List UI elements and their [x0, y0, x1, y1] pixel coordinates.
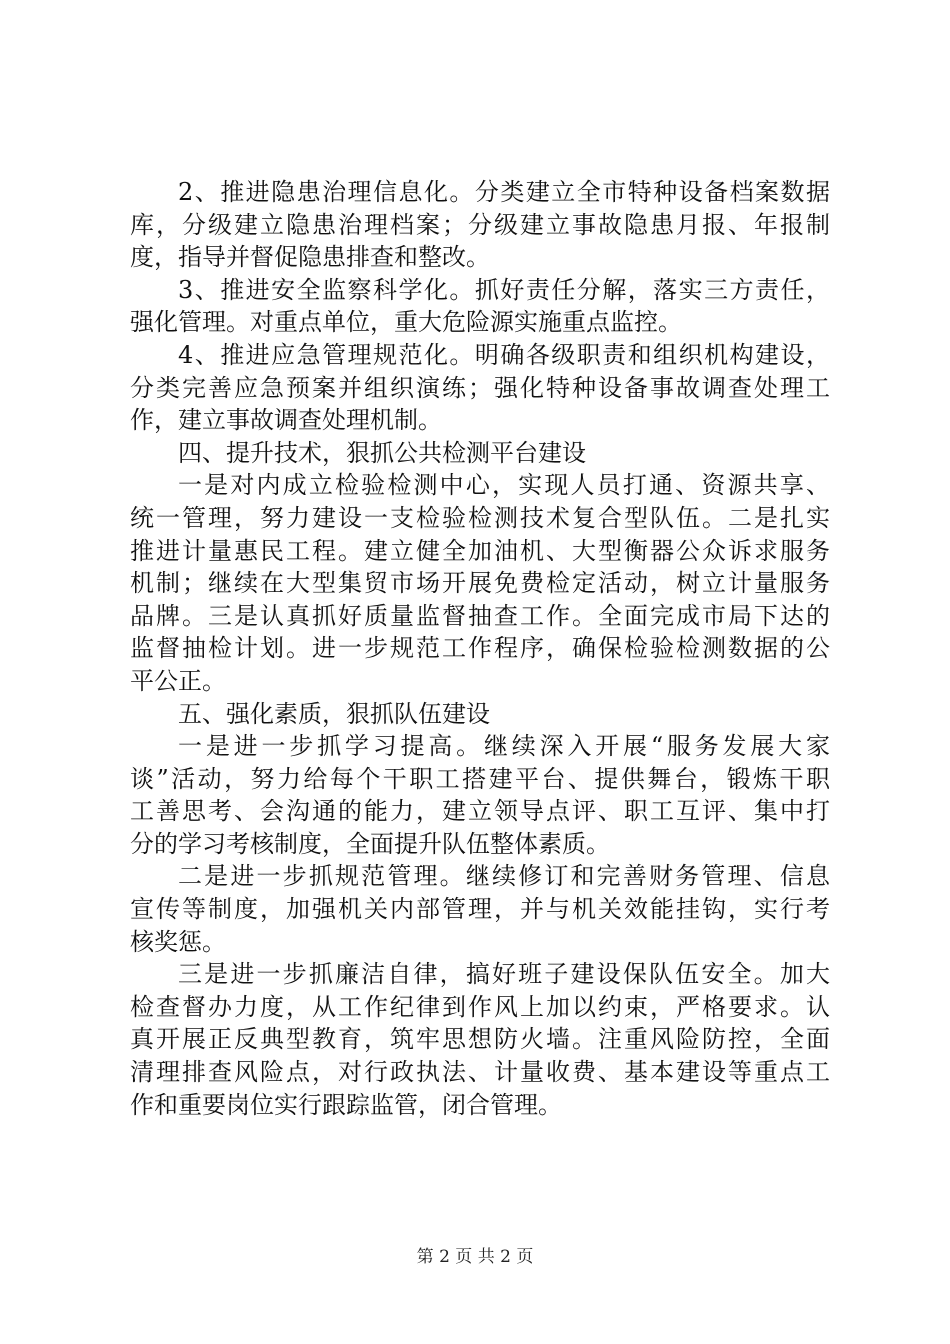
section-heading: 五、强化素质，狠抓队伍建设: [178, 699, 490, 728]
text-line: 分类完善应急预案并组织演练；强化特种设备事故调查处理工: [130, 373, 830, 402]
text-line: 强化管理。对重点单位，重大危险源实施重点监控。: [130, 308, 682, 337]
text-line: 作，建立事故调查处理机制。: [130, 406, 442, 435]
text-line: 3、推进安全监察科学化。抓好责任分解，落实三方责任，: [178, 275, 830, 304]
text-line: 一是对内成立检验检测中心，实现人员打通、资源共享、: [178, 471, 830, 500]
text-line: 核奖惩。: [130, 927, 226, 956]
text-line: 二是进一步抓规范管理。继续修订和完善财务管理、信息: [178, 862, 830, 891]
text-line: 作和重要岗位实行跟踪监管，闭合管理。: [130, 1090, 562, 1119]
text-line: 分的学习考核制度，全面提升队伍整体素质。: [130, 829, 610, 858]
text-line: 宣传等制度，加强机关内部管理，并与机关效能挂钩，实行考: [130, 895, 830, 924]
text-line: 三是进一步抓廉洁自律，搞好班子建设保队伍安全。加大: [178, 960, 830, 989]
text-line: 监督抽检计划。进一步规范工作程序，确保检验检测数据的公: [130, 634, 830, 663]
text-line: 度，指导并督促隐患排查和整改。: [130, 243, 490, 272]
text-line: 机制；继续在大型集贸市场开展免费检定活动，树立计量服务: [130, 569, 830, 598]
text-line: 一是进一步抓学习提高。继续深入开展“服务发展大家: [178, 732, 830, 761]
text-line: 清理排查风险点，对行政执法、计量收费、基本建设等重点工: [130, 1058, 830, 1087]
text-line: 推进计量惠民工程。建立健全加油机、大型衡器公众诉求服务: [130, 536, 830, 565]
text-line: 4、推进应急管理规范化。明确各级职责和组织机构建设，: [178, 340, 830, 369]
page-footer: 第 2 页 共 2 页: [416, 1247, 534, 1267]
text-line: 谈”活动，努力给每个干职工搭建平台、提供舞台，锻炼干职: [130, 764, 830, 793]
document-body: [130, 176, 830, 1121]
text-line: 品牌。三是认真抓好质量监督抽查工作。全面完成市局下达的: [130, 601, 830, 630]
text-line: 工善思考、会沟通的能力，建立领导点评、职工互评、集中打: [130, 797, 830, 826]
text-line: 真开展正反典型教育，筑牢思想防火墙。注重风险防控，全面: [130, 1025, 830, 1054]
section-heading: 四、提升技术，狠抓公共检测平台建设: [178, 438, 586, 467]
text-line: 检查督办力度，从工作纪律到作风上加以约束，严格要求。认: [130, 992, 830, 1021]
text-line: 平公正。: [130, 666, 226, 695]
text-line: 库，分级建立隐患治理档案；分级建立事故隐患月报、年报制: [130, 210, 830, 239]
text-line: 2、推进隐患治理信息化。分类建立全市特种设备档案数据: [178, 178, 830, 206]
text-line: 统一管理，努力建设一支检验检测技术复合型队伍。二是扎实: [130, 503, 830, 532]
